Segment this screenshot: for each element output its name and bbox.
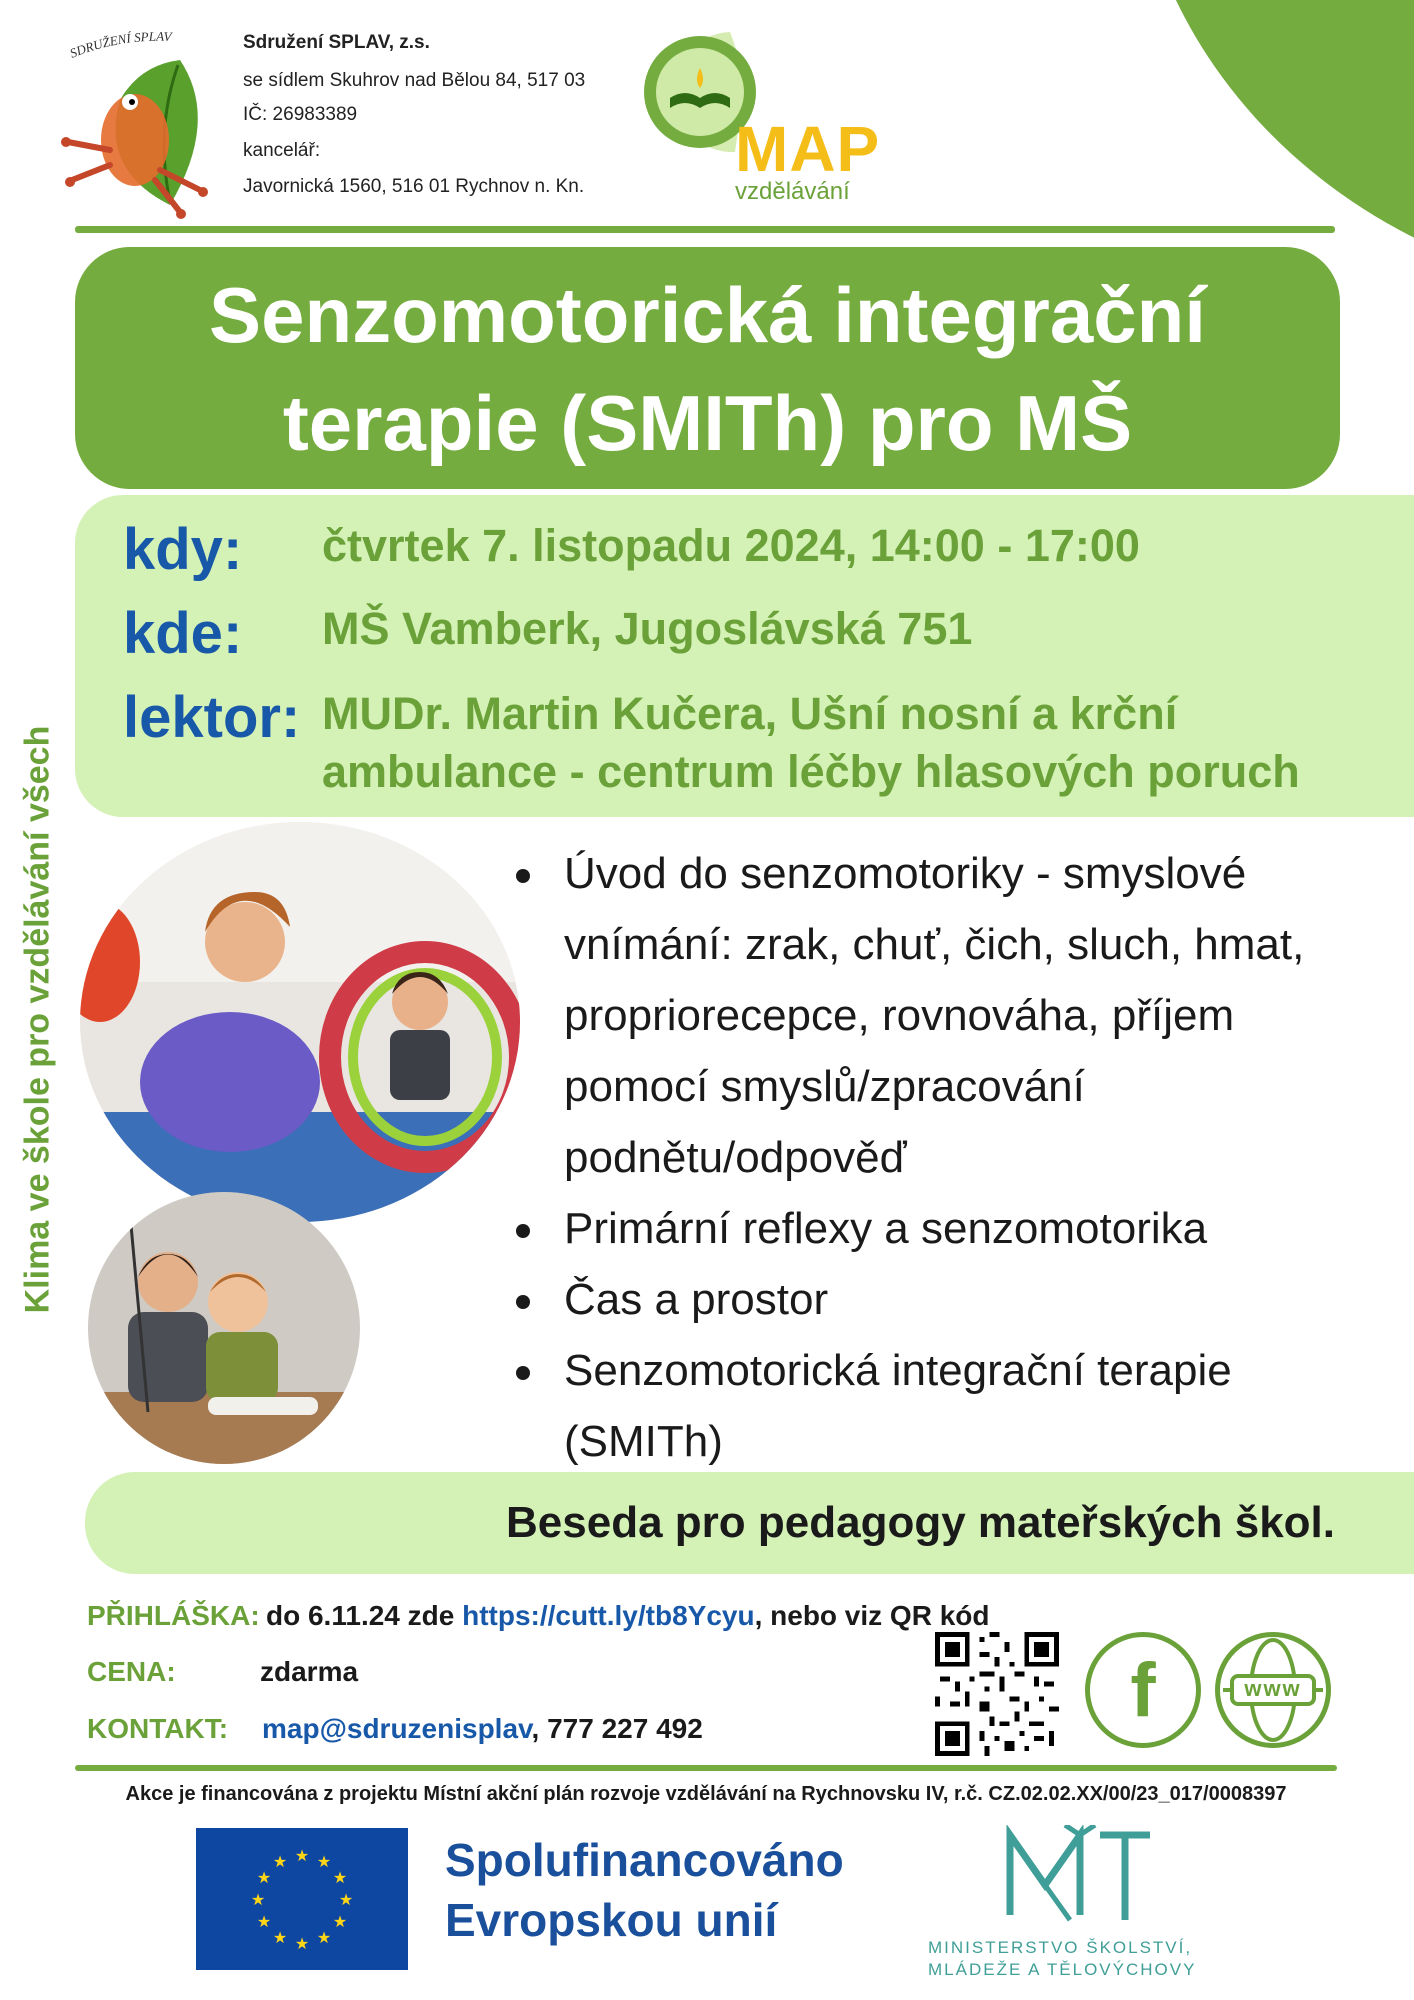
topic-line: Senzomotorická integrační terapie [564,1346,1232,1395]
svg-text:★: ★ [294,1934,310,1953]
svg-text:SDRUŽENÍ SPLAV [68,30,174,61]
contact-email-link[interactable]: map@sdruzenisplav [262,1713,532,1744]
eu-flag-icon [196,1828,408,1970]
topic-line: podnětu/odpověď [564,1133,907,1182]
where-value: MŠ Vamberk, Jugoslávská 751 [322,603,973,654]
map-logo-text: MAP [735,113,881,185]
price-value: zdarma [260,1656,359,1687]
svg-text:★: ★ [316,1928,332,1947]
lecturer-value-line-1: MUDr. Martin Kučera, Ušní nosní a krční [322,688,1178,739]
svg-text:★: ★ [272,1852,288,1871]
title-line-1: Senzomotorická integrační [209,271,1206,359]
msmt-logo-icon [1000,1825,1160,1935]
topic-item [510,1264,1390,1335]
topics-list [510,838,1390,1477]
contact-phone: , 777 227 492 [531,1713,703,1744]
registration-suffix: , nebo viz QR kód [754,1600,990,1631]
registration-label: PŘIHLÁŠKA: [87,1600,260,1631]
topic-item [510,1193,1390,1264]
facebook-glyph: f [1130,1648,1156,1733]
web-label: www [1244,1676,1302,1701]
lecturer-label: lektor: [123,685,301,750]
topic-item [510,1335,1390,1477]
topic-line: pomocí smyslů/zpracování [564,1062,1085,1111]
lecturer-value-line-2: ambulance - centrum léčby hlasových poruch [322,746,1300,797]
svg-text:★: ★ [338,1890,354,1909]
title-line-2: terapie (SMITh) pro MŠ [282,379,1133,467]
topic-line: propriorecepce, rovnováha, příjem [564,991,1235,1040]
map-logo-subtext: vzdělávání [735,178,850,205]
globe-icon[interactable] [1215,1632,1331,1748]
therapy-photo-2 [88,1192,360,1464]
svg-text:★: ★ [256,1912,272,1931]
eu-text-line-1: Spolufinancováno [445,1834,844,1886]
org-office-address: Javornická 1560, 516 01 Rychnov n. Kn. [243,176,585,197]
frog-logo-icon [60,30,230,220]
org-name: Sdružení SPLAV, z.s. [243,32,430,53]
org-address: se sídlem Skuhrov nad Bělou 84, 517 03 [243,70,586,91]
price-label: CENA: [87,1656,176,1687]
topic-line: Čas a prostor [564,1275,829,1324]
where-label: kde: [123,601,243,666]
msmt-text-line-1: MINISTERSTVO ŠKOLSTVÍ, [928,1938,1193,1957]
svg-text:★: ★ [256,1868,272,1887]
svg-text:★: ★ [332,1912,348,1931]
top-divider [75,226,1335,233]
therapy-photo-1 [80,822,520,1222]
svg-text:★: ★ [272,1928,288,1947]
topic-line: Úvod do senzomotoriky - smyslové [564,849,1247,898]
qr-code[interactable] [935,1632,1059,1756]
registration-link[interactable]: https://cutt.ly/tb8Ycyu [462,1600,755,1631]
contact-label: KONTAKT: [87,1713,229,1744]
registration-prefix: do 6.11.24 zde [266,1600,455,1631]
svg-text:★: ★ [332,1868,348,1887]
org-logo-text: SDRUŽENÍ SPLAV [67,30,172,61]
org-office-label: kancelář: [243,140,321,161]
svg-text:★: ★ [316,1852,332,1871]
registration-row [266,1600,990,1632]
facebook-icon[interactable] [1085,1632,1201,1748]
contact-row [262,1713,703,1745]
svg-text:★: ★ [250,1890,266,1909]
bottom-divider [75,1765,1337,1771]
side-slogan: Klima ve škole pro vzdělávání všech [18,725,57,1314]
msmt-text-line-2: MLÁDEŽE A TĚLOVÝCHOVY [928,1960,1197,1979]
svg-text:★: ★ [294,1846,310,1865]
org-ico: IČ: 26983389 [243,104,358,125]
audience-text: Beseda pro pedagogy mateřských škol. [506,1498,1335,1547]
when-label: kdy: [123,517,243,582]
topic-line: vnímání: zrak, chuť, čich, sluch, hmat, [564,920,1305,969]
eu-text-line-2: Evropskou unií [445,1894,778,1946]
funding-note: Akce je financována z projektu Místní akční plán rozvoje vzdělávání na Rychnovsku IV, r.č. CZ.02.02.XX/00/23_017/0008397 [125,1783,1287,1805]
topic-item [510,838,1390,1193]
topic-line: Primární reflexy a senzomotorika [564,1204,1208,1253]
when-value: čtvrtek 7. listopadu 2024, 14:00 - 17:00 [322,520,1140,571]
topic-line: (SMITh) [564,1417,723,1466]
